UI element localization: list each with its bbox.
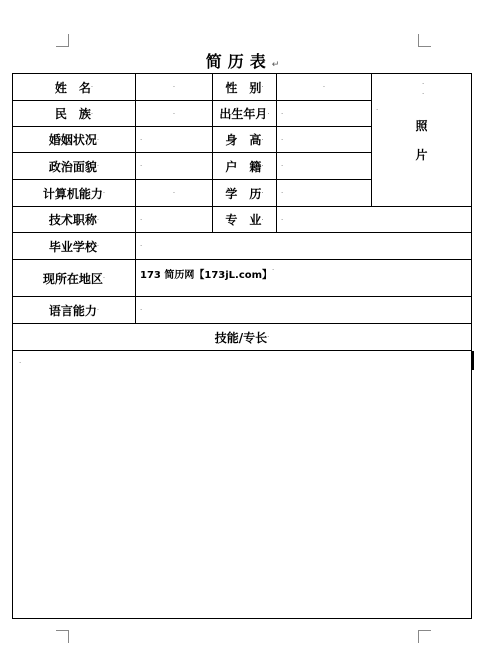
corner-mark-top-left bbox=[56, 34, 69, 47]
page-title bbox=[0, 49, 485, 72]
field-hukou[interactable]: · bbox=[277, 153, 372, 180]
label-education: 学 历 · bbox=[213, 180, 277, 207]
label-hukou: 户 籍 · bbox=[213, 153, 277, 180]
field-title[interactable]: · bbox=[136, 207, 213, 233]
label-marital: 婚姻状况 · bbox=[13, 127, 136, 153]
label-major: 专 业 · bbox=[213, 207, 277, 233]
page-title-text: 简历表 bbox=[205, 52, 272, 71]
label-height: 身 高 · bbox=[213, 127, 277, 153]
label-title: 技术职称 · bbox=[13, 207, 136, 233]
field-school[interactable]: · bbox=[136, 233, 471, 260]
field-height[interactable]: · bbox=[277, 127, 372, 153]
photo-label-2: 片 bbox=[415, 148, 428, 162]
label-birth: 出生年月 · bbox=[213, 101, 277, 127]
corner-mark-top-right bbox=[418, 34, 431, 47]
photo-label-1: 照 bbox=[415, 119, 428, 133]
field-education[interactable]: · bbox=[277, 180, 372, 207]
label-name: 姓 名 · bbox=[13, 74, 136, 101]
field-gender[interactable]: · bbox=[277, 74, 372, 101]
paragraph-mark: ↵ bbox=[271, 60, 280, 70]
location-value: 173 简历网【173jL.com】 bbox=[140, 270, 273, 281]
label-computer: 计算机能力 · bbox=[13, 180, 136, 207]
field-birth[interactable]: · bbox=[277, 101, 372, 127]
field-computer[interactable]: · bbox=[136, 180, 213, 207]
corner-mark-bottom-left bbox=[56, 630, 69, 643]
field-name[interactable]: · bbox=[136, 74, 213, 101]
label-school: 毕业学校 · bbox=[13, 233, 136, 260]
section-skills-header: 技能/专长 · bbox=[13, 324, 471, 351]
field-ethnicity[interactable]: · bbox=[136, 101, 213, 127]
label-language: 语言能力 · bbox=[13, 297, 136, 324]
resume-form bbox=[12, 73, 472, 619]
label-gender: 性 别 · bbox=[213, 74, 277, 101]
skills-textarea[interactable]: · bbox=[19, 359, 22, 367]
field-major[interactable]: · bbox=[277, 207, 471, 233]
field-politics[interactable]: · bbox=[136, 153, 213, 180]
field-marital[interactable]: · bbox=[136, 127, 213, 153]
photo-box[interactable]: · · · 照 片 bbox=[372, 74, 471, 207]
label-ethnicity: 民 族 · bbox=[13, 101, 136, 127]
text-cursor bbox=[472, 351, 474, 370]
field-language[interactable]: · bbox=[136, 297, 471, 324]
label-location: 现所在地区 · bbox=[13, 260, 136, 297]
corner-mark-bottom-right bbox=[418, 630, 431, 643]
field-location[interactable]: 173 简历网【173jL.com】 · bbox=[136, 260, 471, 297]
label-politics: 政治面貌 · bbox=[13, 153, 136, 180]
